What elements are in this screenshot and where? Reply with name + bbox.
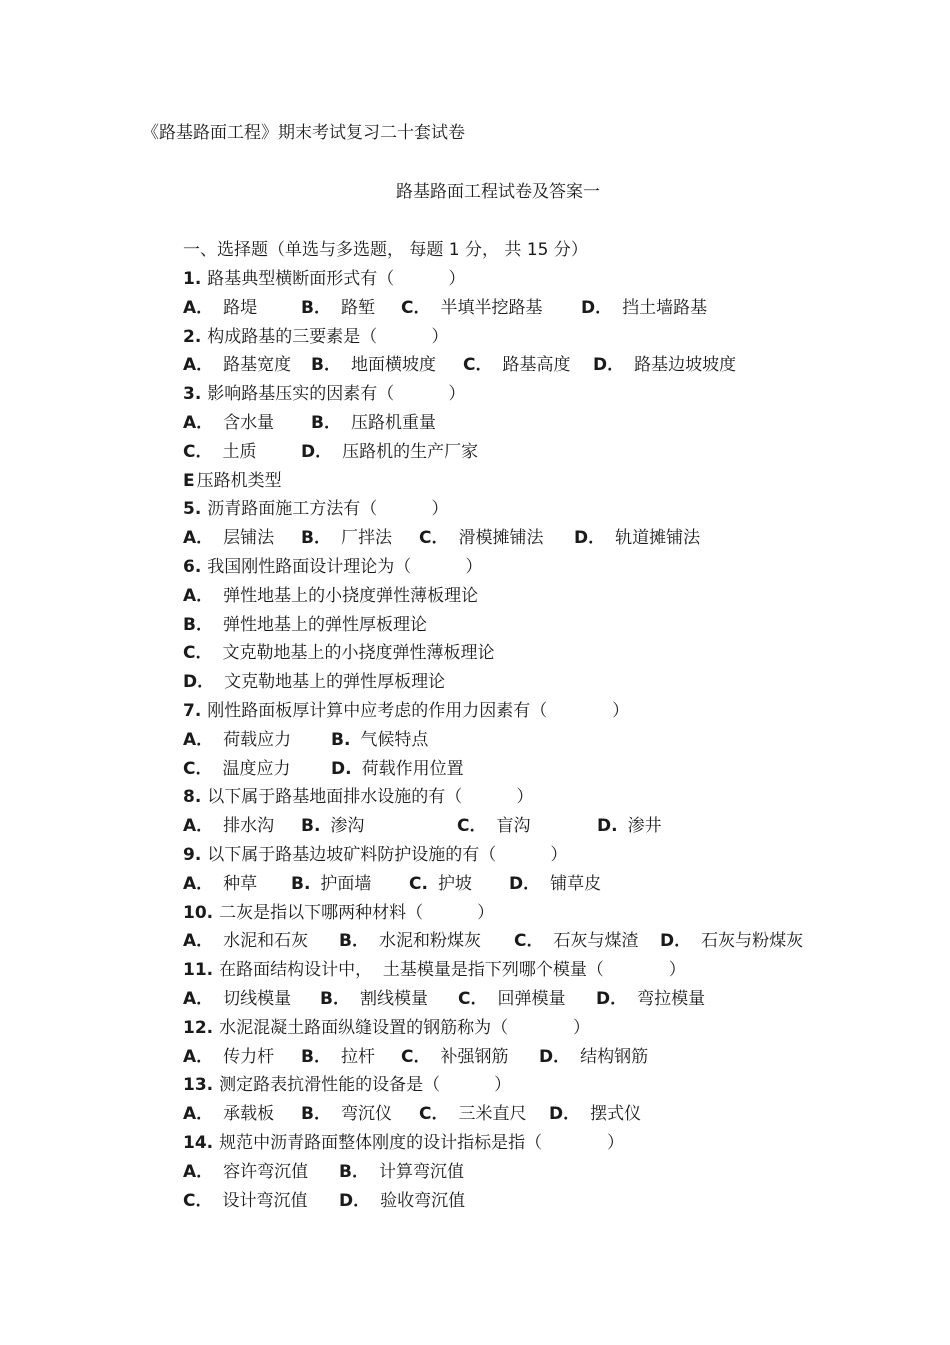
option-text: 三米直尺 — [458, 1104, 527, 1125]
option-text: 渗井 — [627, 816, 662, 837]
question-number: 11. — [183, 960, 214, 981]
answer-option — [311, 409, 461, 438]
answer-option — [183, 927, 339, 956]
option-text: 路基高度 — [502, 355, 571, 376]
option-letter: C. — [409, 873, 428, 894]
exam-body — [183, 236, 903, 1215]
option-text: 弹性地基上的小挠度弹性薄板理论 — [223, 585, 479, 606]
question-stem — [183, 553, 903, 582]
question-text: 沥青路面施工方法有（ ） — [207, 499, 449, 520]
question-text: 规范中沥青路面整体刚度的设计指标是指（ ） — [219, 1132, 624, 1153]
option-letter: B. — [331, 729, 351, 750]
answer-option — [183, 582, 583, 611]
answer-option — [301, 438, 501, 467]
question-number: 6. — [183, 556, 202, 577]
option-letter: B． — [183, 614, 213, 635]
option-text: 护面墙 — [320, 873, 372, 894]
option-text: 石灰与粉煤灰 — [701, 931, 804, 952]
option-letter: B． — [311, 355, 341, 376]
option-text: 路基宽度 — [223, 355, 292, 376]
option-text: 种草 — [223, 873, 258, 894]
answer-option — [409, 870, 509, 899]
answer-option — [301, 1043, 401, 1072]
option-text: 文克勒地基上的小挠度弹性薄板理论 — [222, 643, 495, 664]
option-text: 压路机重量 — [350, 412, 436, 433]
option-letter: A． — [183, 873, 214, 894]
option-letter: A． — [183, 1161, 214, 1182]
option-text: 含水量 — [223, 412, 275, 433]
option-text: 路堤 — [223, 297, 258, 318]
answer-option — [301, 812, 457, 841]
option-letter: E — [183, 470, 195, 491]
question-text: 水泥混凝土路面纵缝设置的钢筋称为（ ） — [219, 1017, 590, 1038]
answer-option — [419, 524, 574, 553]
option-text: 荷载应力 — [223, 729, 292, 750]
option-letter: D． — [596, 988, 628, 1009]
question-number: 8. — [183, 787, 202, 808]
option-letter: D． — [339, 1190, 371, 1211]
option-letter: B． — [301, 1046, 331, 1067]
option-row — [183, 294, 903, 323]
option-text: 路堑 — [340, 297, 375, 318]
option-letter: B． — [339, 931, 369, 952]
option-row — [183, 668, 903, 697]
answer-option — [581, 294, 731, 323]
option-text: 铺草皮 — [550, 873, 602, 894]
option-text: 弯拉模量 — [637, 988, 706, 1009]
answer-option — [311, 351, 463, 380]
question-number: 5. — [183, 499, 202, 520]
option-row — [183, 467, 903, 496]
document-title: 《路基路面工程》期末考试复习二十套试卷 — [142, 123, 465, 143]
option-row — [183, 639, 903, 668]
answer-option — [183, 611, 583, 640]
answer-option — [183, 726, 331, 755]
option-letter: A． — [183, 1104, 214, 1125]
answer-option — [339, 1187, 479, 1216]
option-letter: B． — [301, 297, 331, 318]
option-row — [183, 870, 903, 899]
option-row — [183, 812, 903, 841]
answer-option — [660, 927, 810, 956]
option-row — [183, 438, 903, 467]
option-text: 压路机类型 — [196, 470, 282, 491]
answer-option — [183, 438, 301, 467]
option-text: 排水沟 — [223, 816, 275, 837]
answer-option — [320, 985, 458, 1014]
option-letter: D． — [509, 873, 541, 894]
question-text: 我国刚性路面设计理论为（ ） — [207, 556, 483, 577]
option-text: 弹性地基上的弹性厚板理论 — [222, 614, 427, 635]
question-stem — [183, 495, 903, 524]
answer-option — [183, 870, 291, 899]
option-text: 设计弯沉值 — [222, 1190, 308, 1211]
option-text: 轨道摊铺法 — [615, 528, 701, 549]
option-letter: B. — [291, 873, 311, 894]
option-text: 滑模摊铺法 — [458, 528, 544, 549]
option-text: 半填半挖路基 — [440, 297, 543, 318]
option-text: 弯沉仪 — [340, 1104, 392, 1125]
option-letter: D． — [581, 297, 613, 318]
option-letter: A． — [183, 297, 214, 318]
option-letter: C． — [463, 355, 493, 376]
question-number: 3. — [183, 384, 202, 405]
option-letter: C． — [183, 758, 213, 779]
question-text: 路基典型横断面形式有（ ） — [207, 269, 466, 289]
answer-option — [549, 1100, 649, 1129]
option-letter: C． — [419, 1104, 449, 1125]
answer-option — [301, 294, 401, 323]
question-number: 7. — [183, 700, 202, 721]
answer-option — [509, 870, 609, 899]
question-stem — [183, 783, 903, 812]
answer-option — [183, 467, 333, 496]
option-text: 摆式仪 — [590, 1104, 642, 1125]
option-letter: A． — [183, 1046, 214, 1067]
answer-option — [183, 409, 311, 438]
option-letter: C． — [183, 1190, 213, 1211]
question-stem — [183, 1129, 903, 1158]
option-letter: A． — [183, 585, 214, 606]
option-text: 验收弯沉值 — [380, 1190, 466, 1211]
question-number: 10. — [183, 902, 214, 923]
answer-option — [339, 927, 514, 956]
answer-option — [301, 524, 419, 553]
answer-option — [183, 1187, 339, 1216]
answer-option — [183, 524, 301, 553]
option-text: 层铺法 — [223, 528, 275, 549]
question-list — [183, 265, 903, 1215]
option-row — [183, 524, 903, 553]
option-letter: C． — [514, 931, 544, 952]
option-row — [183, 1187, 903, 1216]
answer-option — [183, 351, 311, 380]
answer-option — [183, 985, 320, 1014]
option-row — [183, 726, 903, 755]
question-text: 在路面结构设计中， 土基模量是指下列哪个模量（ ） — [219, 960, 686, 981]
option-letter: D． — [549, 1104, 581, 1125]
option-letter: D． — [660, 931, 692, 952]
option-text: 切线模量 — [223, 988, 292, 1009]
option-row — [183, 755, 903, 784]
option-text: 拉杆 — [340, 1046, 375, 1067]
option-letter: C． — [183, 441, 213, 462]
option-letter: D． — [301, 441, 333, 462]
option-text: 厂拌法 — [340, 528, 392, 549]
option-letter: A． — [183, 729, 214, 750]
answer-option — [539, 1043, 659, 1072]
answer-option — [183, 294, 301, 323]
option-text: 承载板 — [223, 1104, 275, 1125]
option-letter: B． — [311, 412, 341, 433]
question-stem — [183, 265, 903, 294]
question-text: 以下属于路基边坡矿料防护设施的有（ ） — [207, 844, 568, 865]
answer-option — [331, 726, 481, 755]
option-text: 石灰与煤渣 — [553, 931, 639, 952]
question-stem — [183, 956, 903, 985]
question-number: 13. — [183, 1075, 214, 1096]
question-number: 9. — [183, 844, 202, 865]
answer-option — [301, 1100, 419, 1129]
answer-option — [183, 1043, 301, 1072]
option-text: 文克勒地基上的弹性厚板理论 — [224, 672, 446, 693]
option-text: 容许弯沉值 — [223, 1161, 309, 1182]
option-text: 计算弯沉值 — [378, 1161, 464, 1182]
option-text: 温度应力 — [222, 758, 291, 779]
question-number: 14. — [183, 1132, 214, 1153]
option-row — [183, 582, 903, 611]
option-letter: A． — [183, 816, 214, 837]
option-row — [183, 1100, 903, 1129]
answer-option — [574, 524, 724, 553]
option-letter: D. — [597, 816, 618, 837]
option-letter: A． — [183, 988, 214, 1009]
option-text: 盲沟 — [496, 816, 531, 837]
option-letter: C． — [401, 1046, 431, 1067]
option-letter: C． — [183, 643, 213, 664]
option-letter: D． — [539, 1046, 571, 1067]
option-text: 结构钢筋 — [580, 1046, 649, 1067]
option-text: 路基边坡坡度 — [634, 355, 737, 376]
option-letter: B． — [320, 988, 350, 1009]
option-text: 土质 — [222, 441, 257, 462]
question-text: 二灰是指以下哪两种材料（ ） — [219, 902, 495, 923]
answer-option — [457, 812, 597, 841]
option-text: 回弹模量 — [497, 988, 566, 1009]
question-stem — [183, 323, 903, 352]
answer-option — [596, 985, 716, 1014]
option-letter: C． — [457, 816, 487, 837]
option-letter: D． — [183, 672, 215, 693]
answer-option — [183, 1100, 301, 1129]
option-text: 割线模量 — [359, 988, 428, 1009]
option-row — [183, 985, 903, 1014]
section-heading: 一、选择题（单选与多选题， 每题 1 分， 共 15 分） — [183, 240, 588, 260]
option-row — [183, 1043, 903, 1072]
answer-option — [331, 755, 481, 784]
question-stem — [183, 1014, 903, 1043]
option-text: 挡土墙路基 — [622, 297, 708, 318]
option-row — [183, 927, 903, 956]
option-letter: B． — [301, 528, 331, 549]
option-text: 地面横坡度 — [350, 355, 436, 376]
answer-option — [458, 985, 596, 1014]
answer-option — [339, 1158, 479, 1187]
question-text: 构成路基的三要素是（ ） — [207, 326, 449, 347]
answer-option — [183, 639, 583, 668]
answer-option — [183, 755, 331, 784]
option-letter: D. — [331, 758, 352, 779]
option-letter: A． — [183, 931, 214, 952]
question-text: 以下属于路基地面排水设施的有（ ） — [207, 787, 534, 808]
option-letter: A． — [183, 355, 214, 376]
option-text: 压路机的生产厂家 — [342, 441, 479, 462]
question-number: 1. — [183, 269, 202, 289]
option-text: 荷载作用位置 — [361, 758, 464, 779]
answer-option — [401, 1043, 539, 1072]
option-letter: B． — [339, 1161, 369, 1182]
option-letter: B. — [301, 816, 321, 837]
option-letter: C． — [401, 297, 431, 318]
option-letter: D． — [593, 355, 625, 376]
question-stem — [183, 1071, 903, 1100]
option-text: 传力杆 — [223, 1046, 275, 1067]
answer-option — [593, 351, 743, 380]
question-stem — [183, 697, 903, 726]
answer-option — [514, 927, 660, 956]
option-letter: A． — [183, 528, 214, 549]
paper-title: 路基路面工程试卷及答案一 — [396, 182, 600, 202]
option-row — [183, 409, 903, 438]
answer-option — [183, 812, 301, 841]
option-letter: A． — [183, 412, 214, 433]
question-stem — [183, 899, 903, 928]
option-text: 水泥和粉煤灰 — [378, 931, 481, 952]
option-text: 气候特点 — [360, 729, 429, 750]
answer-option — [463, 351, 593, 380]
option-row — [183, 1158, 903, 1187]
question-stem — [183, 841, 903, 870]
question-number: 12. — [183, 1017, 214, 1038]
option-text: 护坡 — [437, 873, 472, 894]
question-stem — [183, 380, 903, 409]
question-number: 2. — [183, 326, 202, 347]
option-row — [183, 611, 903, 640]
answer-option — [183, 1158, 339, 1187]
option-text: 补强钢筋 — [440, 1046, 509, 1067]
option-letter: D． — [574, 528, 606, 549]
answer-option — [291, 870, 409, 899]
question-text: 刚性路面板厚计算中应考虑的作用力因素有（ ） — [207, 700, 630, 721]
question-text: 影响路基压实的因素有（ ） — [207, 384, 466, 405]
answer-option — [401, 294, 581, 323]
option-letter: B． — [301, 1104, 331, 1125]
option-text: 渗沟 — [330, 816, 365, 837]
question-text: 测定路表抗滑性能的设备是（ ） — [219, 1075, 512, 1096]
option-letter: C． — [419, 528, 449, 549]
answer-option — [597, 812, 697, 841]
option-text: 水泥和石灰 — [223, 931, 309, 952]
answer-option — [183, 668, 583, 697]
option-row — [183, 351, 903, 380]
option-letter: C． — [458, 988, 488, 1009]
answer-option — [419, 1100, 549, 1129]
